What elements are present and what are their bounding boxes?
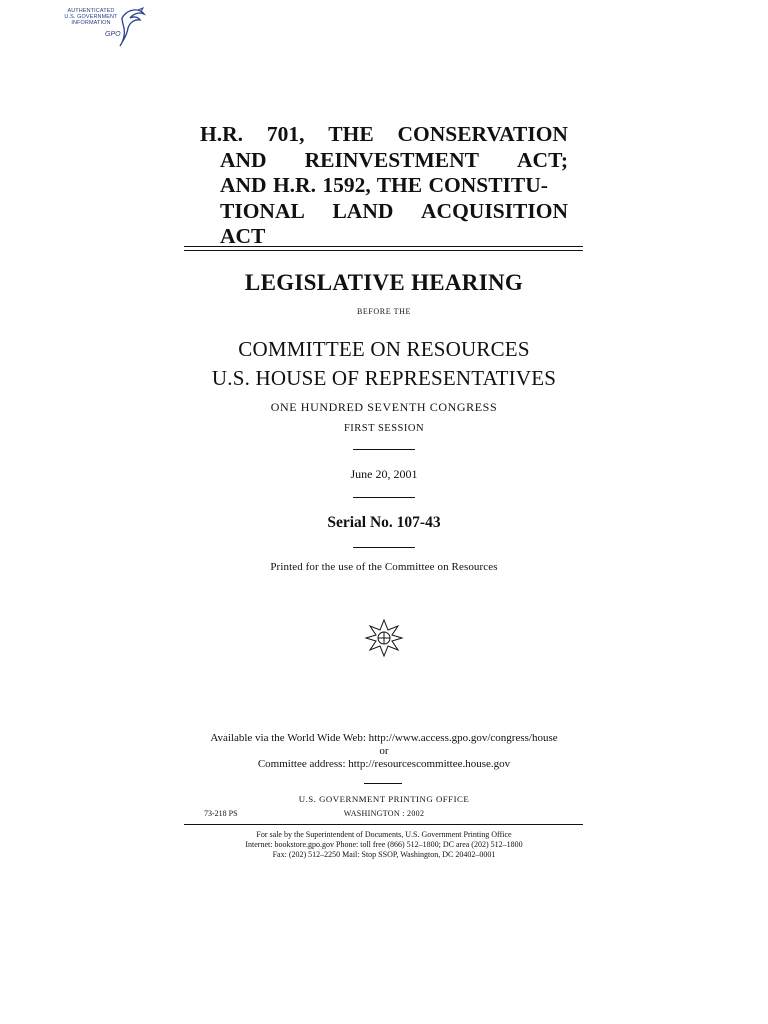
printing-office: U.S. GOVERNMENT PRINTING OFFICE <box>298 794 470 804</box>
gpo-authentication-badge <box>60 6 150 48</box>
title-word: ACT; <box>517 147 568 172</box>
city-year: WASHINGTON : 2002 <box>343 809 425 818</box>
badge-line-3: INFORMATION <box>71 20 111 26</box>
or-separator: or <box>379 745 389 757</box>
web-availability: Available via the World Wide Web: http://www.access.gpo.gov/congress/house <box>210 732 558 744</box>
house-name: U.S. HOUSE OF REPRESENTATIVES <box>211 366 557 390</box>
title-word: H.R. <box>200 122 243 146</box>
congress-label: ONE HUNDRED SEVENTH CONGRESS <box>270 400 498 414</box>
committee-address: Committee address: http://resourcescommittee.house.gov <box>257 758 511 770</box>
eagle-icon <box>118 6 148 48</box>
title-word: TIONAL <box>220 198 305 223</box>
badge-text <box>60 8 122 26</box>
footer-rule <box>184 824 583 825</box>
hearing-heading: LEGISLATIVE HEARING <box>244 270 524 295</box>
job-number: 73-218 PS <box>204 809 238 818</box>
title-word: AND <box>220 147 267 172</box>
title-word: 701, <box>266 122 305 146</box>
divider <box>364 783 402 784</box>
title-line-3: AND H.R. 1592, THE CONSTITU- <box>220 173 548 197</box>
badge-line-2: U.S. GOVERNMENT <box>64 14 118 20</box>
decorative-ornament-icon <box>364 618 404 658</box>
serial-number: Serial No. 107-43 <box>327 514 441 531</box>
badge-gpo-label: GPO <box>105 31 121 38</box>
badge-line-1: AUTHENTICATED <box>67 8 115 14</box>
session-label: FIRST SESSION <box>343 423 425 434</box>
sale-notice-line-1: For sale by the Superintendent of Documents, U.S. Government Printing Office <box>256 830 512 839</box>
title-word: LAND <box>332 198 394 223</box>
document-title <box>200 122 568 250</box>
title-rule-top <box>184 246 583 247</box>
committee-name: COMMITTEE ON RESOURCES <box>238 337 530 361</box>
sale-notice-line-3: Fax: (202) 512–2250 Mail: Stop SSOP, Washington, DC 20402–0001 <box>272 850 496 859</box>
divider <box>353 547 415 548</box>
divider <box>353 497 415 498</box>
title-word: THE <box>328 122 374 146</box>
title-line-5: ACT <box>220 224 266 248</box>
printed-for-note: Printed for the use of the Committee on Resources <box>270 561 498 573</box>
title-word: REINVESTMENT <box>304 147 480 172</box>
title-line-2 <box>200 148 568 174</box>
title-line-4 <box>200 199 568 225</box>
divider <box>353 449 415 450</box>
title-rule-bottom <box>184 250 583 251</box>
title-word: CONSERVATION <box>397 122 568 146</box>
title-word: ACQUISITION <box>421 198 568 223</box>
sale-notice-line-2: Internet: bookstore.gpo.gov Phone: toll free (866) 512–1800; DC area (202) 512–1800 <box>245 840 523 849</box>
hearing-date: June 20, 2001 <box>350 467 418 481</box>
title-line-1 <box>200 122 568 148</box>
before-the-label: BEFORE THE <box>356 307 412 316</box>
